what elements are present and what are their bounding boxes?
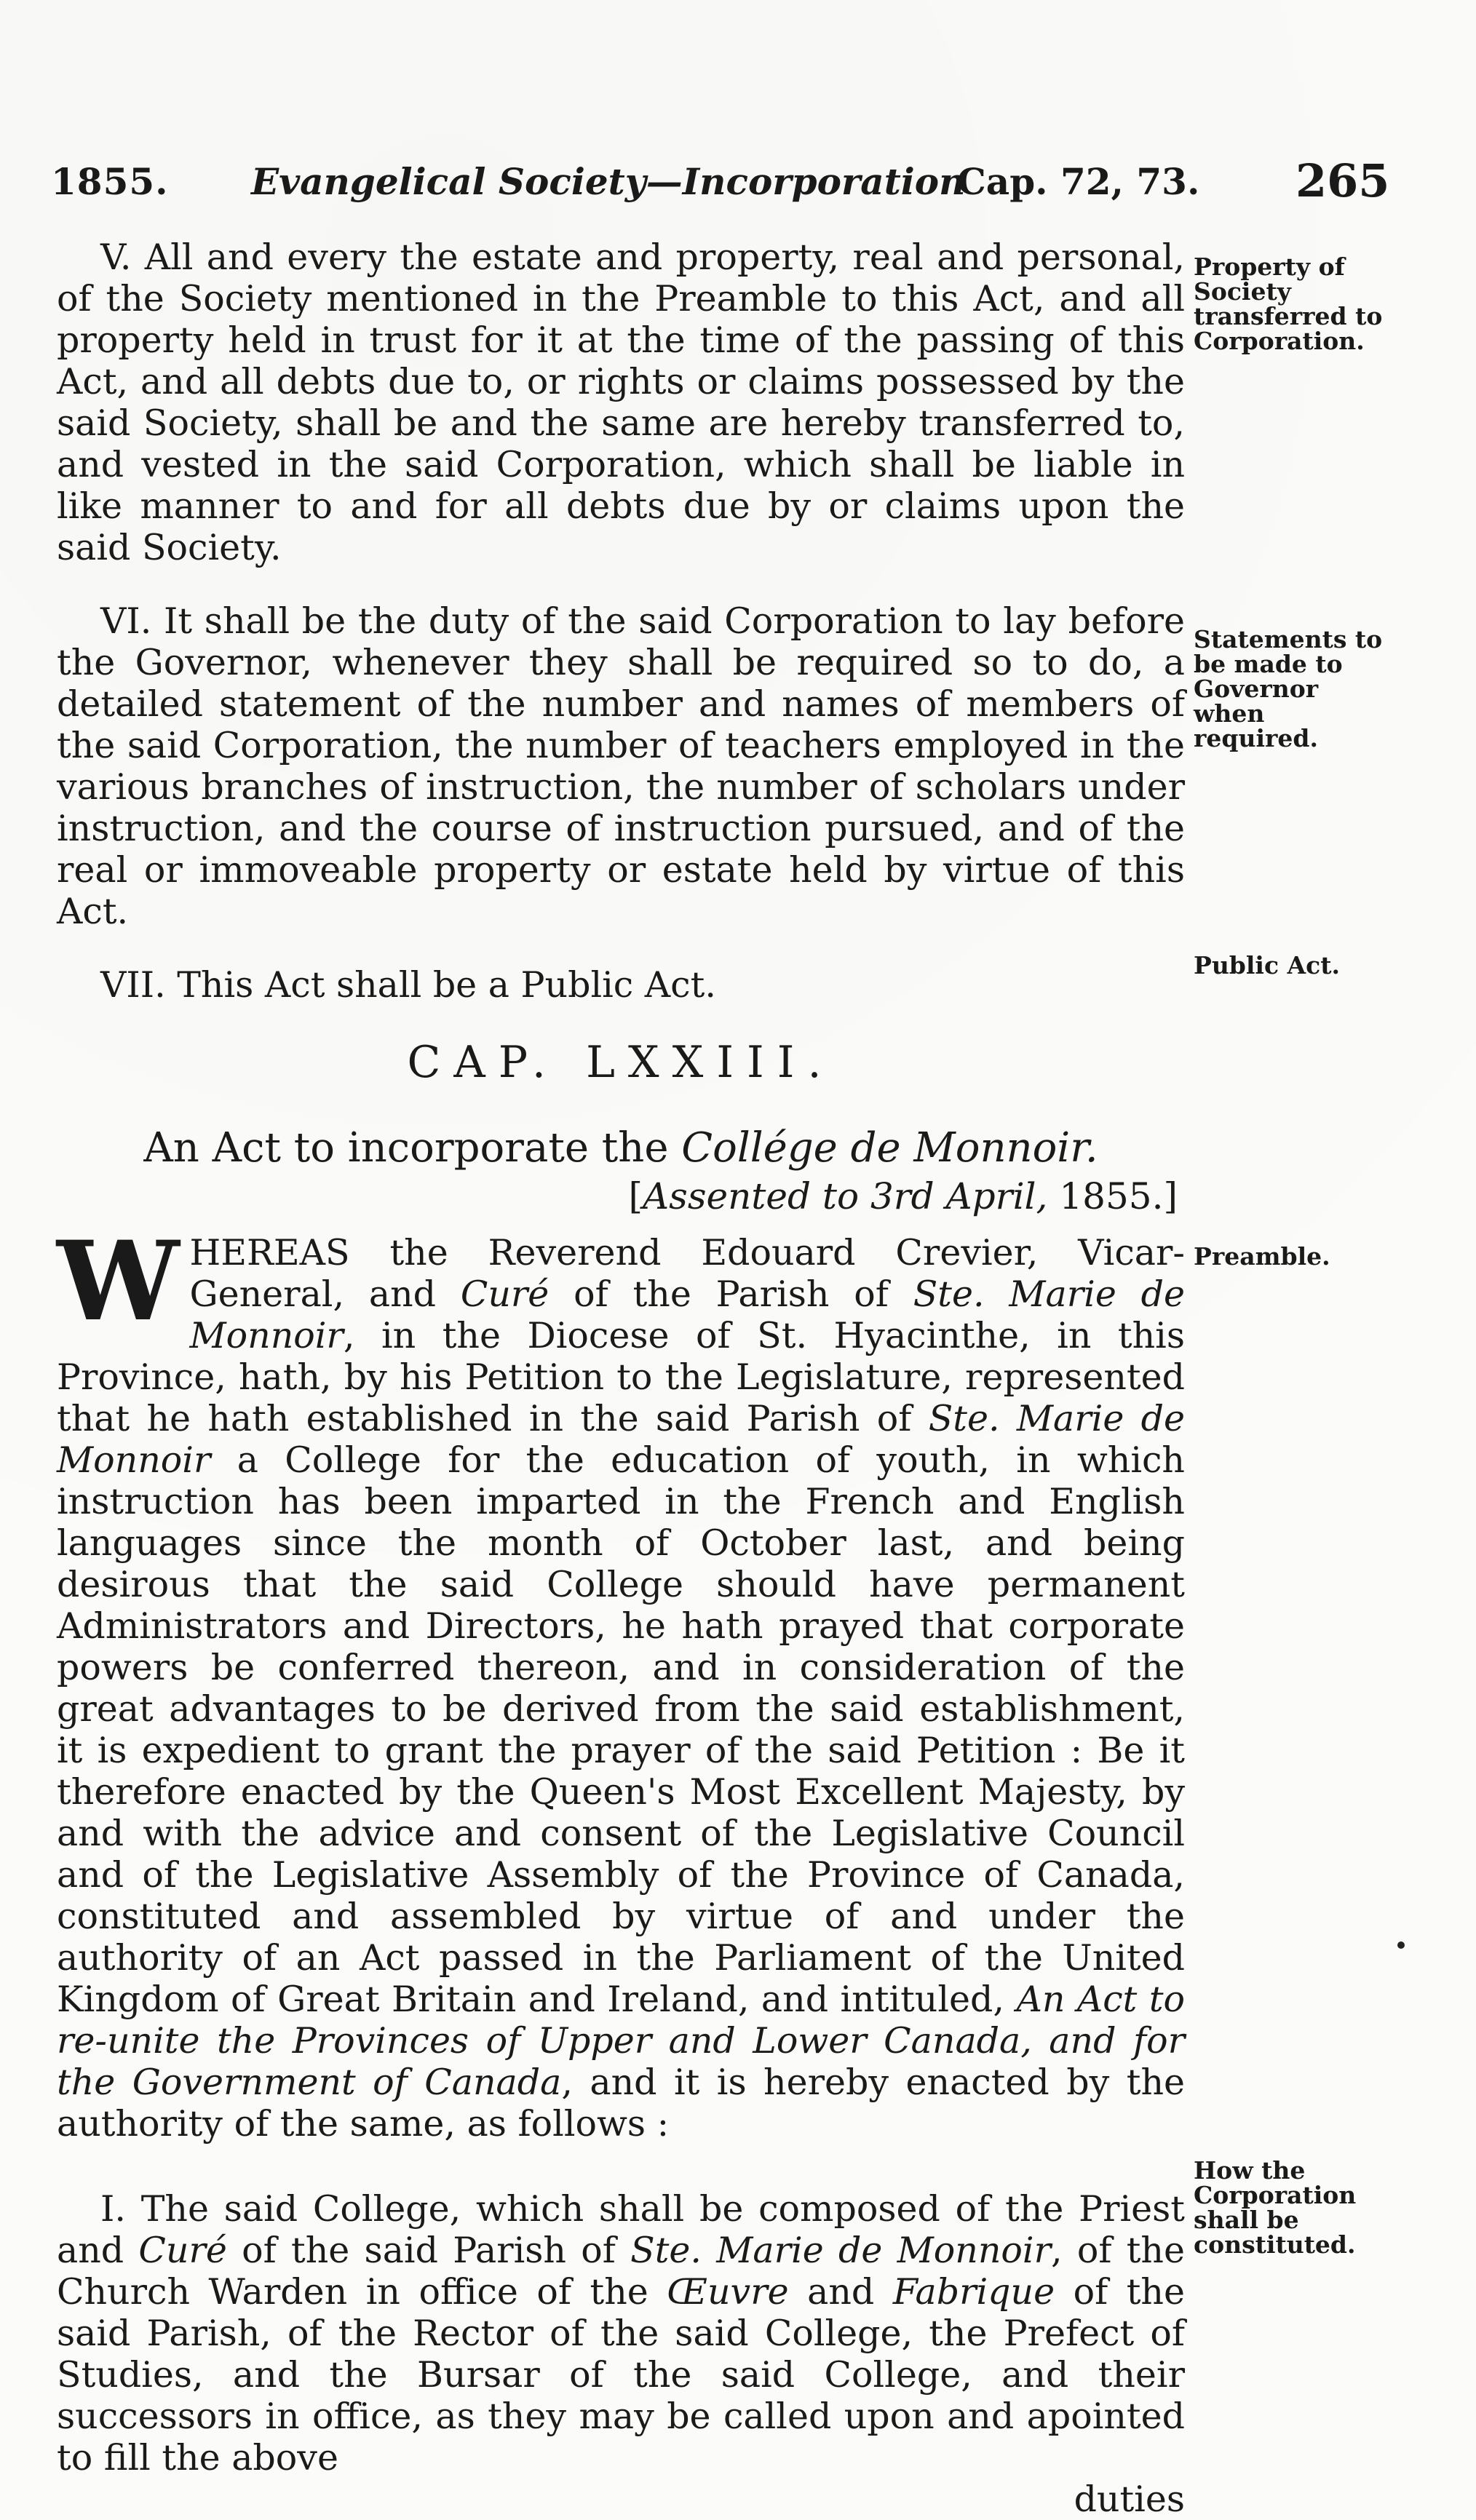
preamble-cure: Curé: [460, 1273, 549, 1315]
header-year: 1855.: [51, 160, 169, 203]
section-i-text-4: and: [788, 2271, 893, 2313]
preamble-text-4: a College for the education of youth, in which instruction has been imparted in the French and English languages since the month of October last, and being desirous that the said College should have permanent Administrators and Directors, he hath prayed that corporate powers be conferred thereon, and in consideration of the great advantages to be derived from the said establishment, it is expedient to grant the prayer of the said Petition : Be it therefore enacted by the Queen's Most Excellent Majesty, by and with the advice and consent of the Legislative Council and of the Legislative Assembly of the Province of Canada, constituted and assembled by virtue of and under the authority of an Act passed in the Parliament of the United Kingdom of Great Britain and Ireland, and intituled,: [57, 1439, 1185, 2020]
preamble-text-5: , and it is hereby enacted by the authority of the same, as follows :: [57, 2062, 1185, 2145]
margin-note-preamble: Preamble.: [1194, 1242, 1330, 1271]
header-title: Evangelical Society—Incorporation: [251, 160, 966, 203]
section-i-fabrique: Fabrique: [892, 2271, 1055, 2313]
section-i-text-1: I. The said College, which shall be composed of the Priest and: [57, 2188, 1185, 2271]
preamble-paragraph: [57, 1217, 1186, 2145]
main-text-column: [57, 237, 1185, 2520]
section-i-cure: Curé: [138, 2230, 227, 2271]
header-chapter: Cap. 72, 73.: [957, 160, 1200, 203]
section-i: [57, 2188, 1185, 2479]
section-i-parish: Ste. Marie de Monnoir: [630, 2230, 1051, 2271]
drop-cap: W: [57, 1217, 180, 1346]
running-header: [51, 154, 1390, 212]
assent-year: 1855.]: [1047, 1175, 1178, 1217]
preamble-act-name: An Act to re-unite the Provinces of Upper and Lower Canada, and for the Government of Canada: [57, 1979, 1186, 2103]
assent-line: [57, 1176, 1185, 1217]
page-number: 265: [1296, 154, 1390, 207]
preamble-text-1: HEREAS the Reverend Edouard Crevier, Vicar-General, and: [189, 1232, 1185, 1315]
act-title-name: Collége de Monnoir.: [681, 1124, 1098, 1172]
margin-note-how-constituted: How the Corporation shall be constituted.: [1194, 2156, 1357, 2259]
chapter-heading: CAP. LXXIII.: [407, 1037, 835, 1088]
preamble-parish-2: Ste. Marie de Monnoir: [57, 1398, 1186, 1481]
margin-note-public-act: Public Act.: [1194, 951, 1340, 979]
preamble-text-2: of the Parish of: [549, 1273, 913, 1315]
section-vii: VII. This Act shall be a Public Act.: [100, 964, 716, 1006]
act-title: [57, 1124, 1185, 1172]
section-i-oeuvre: Œuvre: [667, 2271, 789, 2313]
catchword: duties: [1074, 2479, 1185, 2520]
preamble-parish-1: Ste. Marie de Monnoir: [189, 1273, 1186, 1356]
assent-text: Assented to 3rd April,: [643, 1175, 1048, 1217]
preamble-text-3: , in the Diocese of St. Hyacinthe, in this Province, hath, by his Petition to the Legislature, represented that he hath established in the said Parish of: [57, 1315, 1185, 1439]
section-i-text-2: of the said Parish of: [226, 2230, 631, 2271]
assent-bracket: [: [628, 1175, 643, 1217]
section-i-text-3: , of the Church Warden in office of the: [57, 2230, 1185, 2313]
act-title-prefix: An Act to incorporate the: [143, 1124, 682, 1172]
section-v: V. All and every the estate and property, real and personal, of the Society mentioned in the Preamble to this Act, and all property held in trust for it at the time of the passing of this Act, and all debts due to, or rights or claims possessed by the said Society, shall be and the same are hereby transferred to, and vested in the said Corporation, which shall be liable in like manner to and for all debts due by or claims upon the said Society.: [57, 237, 1185, 568]
ink-speck: [1397, 1941, 1405, 1949]
section-vi: VI. It shall be the duty of the said Corporation to lay before the Governor, whenever they shall be required so to do, a detailed statement of the number and names of members of the said Corporation, the number of teachers employed in the various branches of instruction, the number of scholars under instruction, and the course of instruction pursued, and of the real or immoveable property or estate held by virtue of this Act.: [57, 600, 1185, 932]
section-i-text-5: of the said Parish, of the Rector of the said College, the Prefect of Studies, and the Bursar of the said College, and their successors in office, as they may be called upon and apointed to fill the above: [57, 2271, 1185, 2479]
margin-note-property: Property of Society transferred to Corporation.: [1194, 253, 1383, 355]
margin-note-statements: Statements to be made to Governor when required.: [1194, 625, 1383, 752]
